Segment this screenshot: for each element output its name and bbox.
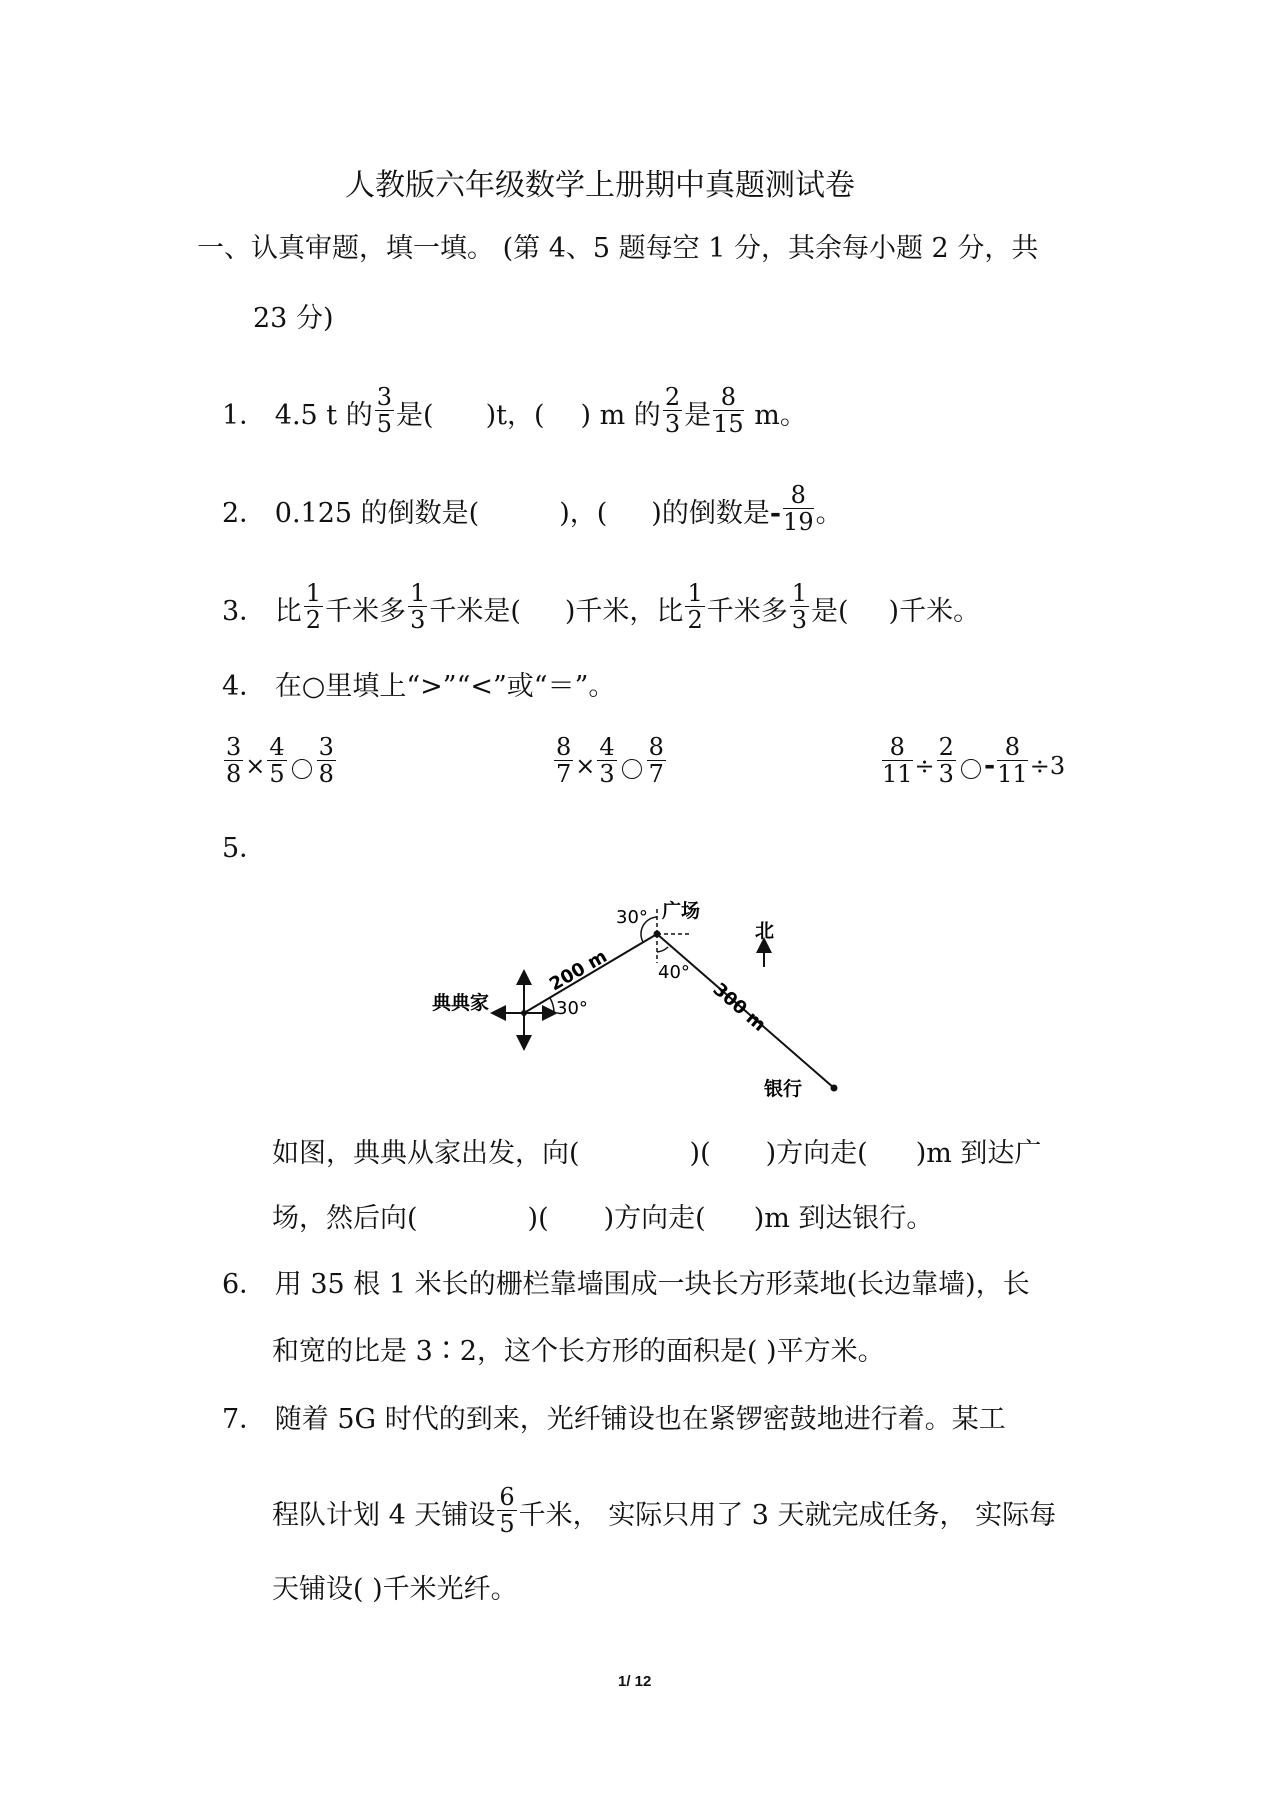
numerator: 1 — [791, 579, 807, 607]
label-square: 广场 — [662, 900, 701, 922]
fraction — [997, 734, 1028, 787]
page-title: 人教版六年级数学上册期中真题测试卷 — [345, 168, 855, 203]
question-7-cont — [272, 1483, 1057, 1543]
denominator: 5 — [376, 410, 393, 438]
denominator: 3 — [599, 760, 615, 788]
numerator: 3 — [226, 733, 242, 761]
q2-text-b: )，( — [559, 498, 608, 529]
numerator: 1 — [305, 579, 322, 607]
numerator: 3 — [376, 383, 393, 411]
question-7-end: 天铺设( )千米光纤。 — [272, 1574, 518, 1605]
numerator: 1 — [687, 579, 703, 607]
fraction — [304, 580, 323, 633]
route-diagram — [430, 895, 850, 1110]
label-north: 北 — [755, 920, 775, 942]
q2-text-d: 。 — [815, 498, 843, 529]
fraction — [224, 734, 243, 787]
q5-text: 场，然后向( — [272, 1203, 418, 1234]
denominator: 3 — [664, 410, 681, 438]
numerator: 1 — [410, 579, 426, 607]
q2-text-a: 0.125 的倒数是( — [274, 498, 480, 529]
numerator: 8 — [713, 384, 744, 411]
q5-text: 如图，典典从家出发，向( — [272, 1138, 580, 1169]
label-distance-300: 300 m — [708, 978, 770, 1036]
q1-text-b: 是( — [396, 400, 434, 431]
label-home: 典典家 — [432, 992, 490, 1014]
fraction — [375, 384, 394, 437]
q5-line-2 — [272, 1202, 933, 1236]
q3-text-a: 比 — [274, 596, 302, 627]
label-angle-square-west: 30° — [616, 907, 648, 928]
numerator: 6 — [499, 1483, 515, 1511]
question-number: 7． — [222, 1404, 267, 1435]
q7-text: 千米， 实际只用了 3 天就完成任务， 实际每 — [518, 1500, 1057, 1531]
fraction — [685, 580, 704, 633]
fraction — [790, 580, 809, 633]
denominator: 5 — [499, 1510, 515, 1538]
q3-text-e: 千米多 — [706, 596, 788, 627]
numerator: 2 — [664, 383, 681, 411]
compare-circle[interactable] — [622, 759, 642, 779]
denominator: 7 — [556, 760, 572, 788]
label-angle-home: 30° — [556, 998, 588, 1019]
q3-text-g: 是( — [811, 596, 849, 627]
angle-arc-square-south — [657, 947, 668, 952]
q5-text: )方向走( — [765, 1138, 868, 1169]
q5-text: )( — [527, 1203, 549, 1234]
question-number: 4． — [222, 671, 267, 702]
q4-expression-2 — [552, 733, 668, 793]
bank-point — [831, 1085, 838, 1092]
q2-text-c: )的倒数是 — [651, 498, 770, 529]
q1-text-a: 4.5 t 的 — [274, 400, 373, 431]
q5-text: )( — [689, 1138, 711, 1169]
section-heading — [197, 232, 1038, 266]
compare-circle[interactable] — [961, 759, 981, 779]
q5-line-1 — [272, 1137, 1041, 1171]
numerator: 8 — [882, 734, 913, 761]
numerator: 2 — [938, 733, 954, 761]
numerator: 4 — [269, 733, 285, 761]
section-heading-text: 一、认真审题，填一填。 (第 4、5 题每空 1 分，其余每小题 2 分，共 — [197, 233, 1039, 264]
denominator: 7 — [648, 760, 664, 788]
denominator: 2 — [687, 606, 703, 634]
angle-arc-home — [550, 998, 554, 1013]
fraction — [497, 1484, 516, 1537]
section-heading-cont: 23 分) — [253, 303, 334, 334]
denominator: 11 — [882, 760, 913, 788]
fraction — [408, 580, 427, 633]
fraction — [937, 734, 956, 787]
negative-sign: - — [983, 750, 996, 781]
question-number: 3． — [222, 596, 267, 627]
q5-text: )m 到达广 — [915, 1138, 1042, 1169]
operator: × — [575, 752, 596, 780]
denominator: 2 — [305, 606, 322, 634]
fraction — [597, 734, 616, 787]
denominator: 8 — [318, 760, 334, 788]
q6-text: 用 35 根 1 米长的栅栏靠墙围成一块长方形菜地(长边靠墙)，长 — [274, 1269, 1030, 1300]
q4-expression-1 — [222, 733, 338, 793]
label-bank: 银行 — [764, 1078, 803, 1100]
divide-tail: ÷3 — [1029, 752, 1066, 780]
operator: × — [245, 752, 266, 780]
q3-text-h: )千米。 — [888, 596, 981, 627]
q1-text-e: 是 — [684, 400, 712, 431]
question-7 — [222, 1403, 1006, 1437]
q1-text-d: ) m 的 — [580, 400, 661, 431]
question-3 — [222, 579, 981, 639]
q4-expression-3 — [880, 733, 1066, 793]
operator: ÷ — [914, 752, 935, 780]
q7-text: 随着 5G 时代的到来，光纤铺设也在紧锣密鼓地进行着。某工 — [274, 1404, 1006, 1435]
q5-text: )方向走( — [603, 1203, 706, 1234]
question-number: 2． — [222, 498, 267, 529]
q1-text-g: m。 — [754, 400, 807, 431]
denominator: 3 — [410, 606, 426, 634]
q5-text: )m 到达银行。 — [753, 1203, 934, 1234]
question-6 — [222, 1268, 1030, 1302]
q3-text-c: 千米是( — [429, 596, 521, 627]
numerator: 8 — [556, 733, 572, 761]
numerator: 8 — [648, 733, 664, 761]
negative-sign: - — [769, 498, 782, 529]
denominator: 19 — [783, 508, 814, 536]
question-1 — [222, 383, 807, 443]
denominator: 8 — [226, 760, 242, 788]
question-5 — [222, 832, 266, 866]
denominator: 3 — [791, 606, 807, 634]
fraction — [882, 734, 913, 787]
page-number: 1/ 12 — [618, 1673, 652, 1690]
denominator: 3 — [938, 760, 954, 788]
q3-text-b: 千米多 — [325, 596, 407, 627]
fraction — [267, 734, 286, 787]
fraction — [663, 384, 682, 437]
q1-text-c: )t，( — [485, 400, 545, 431]
question-6-cont: 和宽的比是 3∶2，这个长方形的面积是( )平方米。 — [272, 1336, 885, 1367]
fraction — [713, 384, 744, 437]
question-2 — [222, 481, 843, 541]
question-number: 1． — [222, 400, 267, 431]
label-angle-square-south: 40° — [658, 962, 690, 983]
fraction — [783, 482, 814, 535]
q7-text: 程队计划 4 天铺设 — [272, 1500, 496, 1531]
fraction — [317, 734, 336, 787]
denominator: 5 — [269, 760, 285, 788]
fraction — [554, 734, 573, 787]
numerator: 8 — [783, 482, 814, 509]
numerator: 8 — [997, 734, 1028, 761]
denominator: 15 — [713, 410, 744, 438]
question-number: 5． — [222, 833, 267, 864]
question-number: 6． — [222, 1269, 267, 1300]
label-distance-200: 200 m — [546, 945, 611, 996]
denominator: 11 — [997, 760, 1028, 788]
fraction — [647, 734, 666, 787]
q3-text-d: )千米，比 — [564, 596, 684, 627]
numerator: 3 — [318, 733, 334, 761]
numerator: 4 — [599, 733, 615, 761]
question-4 — [222, 670, 615, 704]
compare-circle[interactable] — [292, 759, 312, 779]
q4-text: 在○里填上“>”“<”或“＝”。 — [274, 671, 616, 702]
